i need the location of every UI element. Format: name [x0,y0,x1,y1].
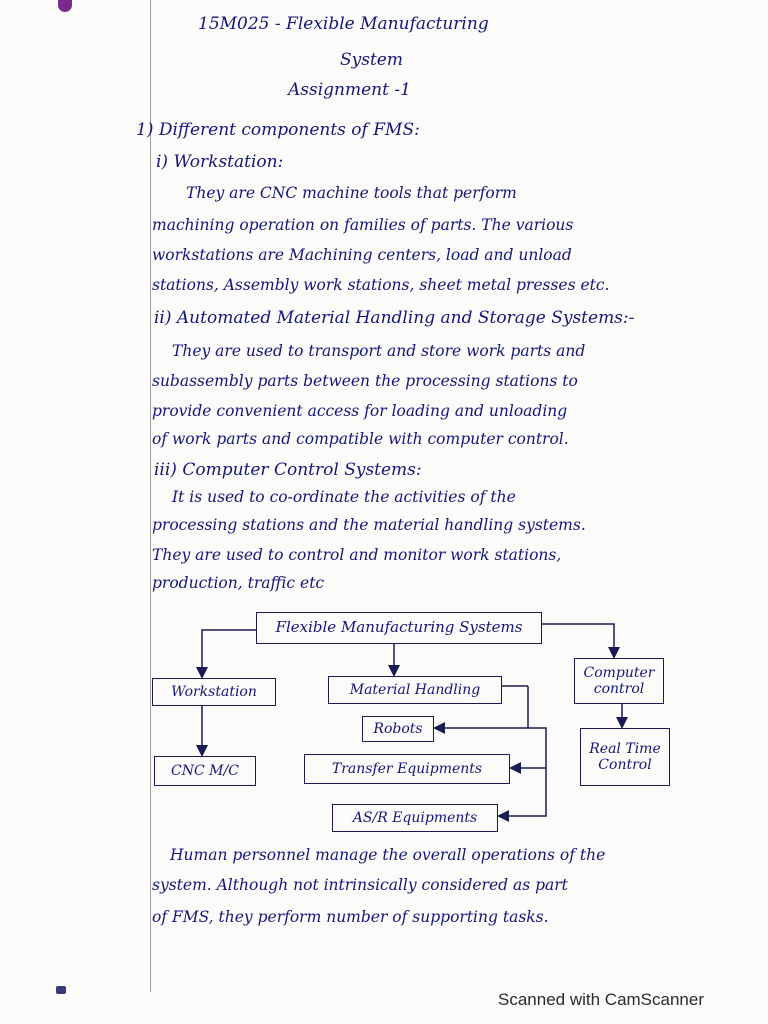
section-workstation-title: i) Workstation: [156,152,284,172]
diagram-robots: Robots [362,716,434,742]
text-line: workstations are Machining centers, load and unload [152,246,572,264]
text-line: production, traffic etc [152,574,325,592]
text-line: processing stations and the material handling systems. [152,516,586,534]
assignment-title: Assignment -1 [288,80,411,100]
diagram-cnc: CNC M/C [154,756,256,786]
text-line: provide convenient access for loading and unloading [152,402,568,420]
text-line: system. Although not intrinsically considered as part [152,876,568,894]
diagram-workstation: Workstation [152,678,276,706]
text-line: They are CNC machine tools that perform [186,184,517,202]
text-line: They are used to transport and store work parts and [172,342,586,360]
diagram-root-fms: Flexible Manufacturing Systems [256,612,542,644]
text-line: Human personnel manage the overall operations of the [170,846,606,864]
diagram-computer-control: Computer control [574,658,664,704]
course-title: 15M025 - Flexible Manufacturing [198,14,489,34]
text-line: of FMS, they perform number of supporting tasks. [152,908,549,926]
text-line: It is used to co-ordinate the activities of the [172,488,516,506]
section-material-handling-title: ii) Automated Material Handling and Storage Systems:- [154,308,635,328]
text-line: machining operation on families of parts. The various [152,216,574,234]
text-line: of work parts and compatible with computer control. [152,430,569,448]
course-title-line2: System [340,50,403,70]
question-heading: 1) Different components of FMS: [136,120,420,140]
camscanner-watermark: Scanned with CamScanner [498,990,705,1009]
text-line: subassembly parts between the processing stations to [152,372,578,390]
diagram-asr-equipments: AS/R Equipments [332,804,498,832]
diagram-transfer-equipments: Transfer Equipments [304,754,510,784]
text-line: stations, Assembly work stations, sheet metal presses etc. [152,276,610,294]
section-computer-control-title: iii) Computer Control Systems: [154,460,422,480]
text-line: They are used to control and monitor work stations, [152,546,562,564]
diagram-real-time-control: Real Time Control [580,728,670,786]
diagram-material-handling: Material Handling [328,676,502,704]
